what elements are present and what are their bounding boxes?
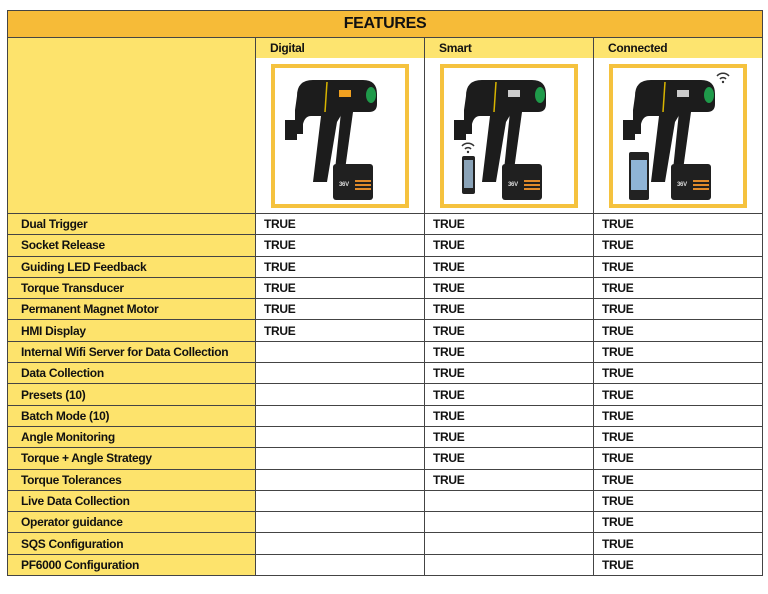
feature-value: TRUE [256, 299, 425, 320]
table-row [8, 256, 763, 277]
features-table [7, 10, 763, 576]
table-row [8, 469, 763, 490]
product-header-smart: Smart [425, 38, 594, 59]
feature-label: Torque Tolerances [8, 469, 256, 490]
feature-value: TRUE [594, 214, 763, 235]
feature-label: Operator guidance [8, 512, 256, 533]
table-row [8, 384, 763, 405]
feature-value [256, 405, 425, 426]
feature-value [256, 341, 425, 362]
feature-value: TRUE [425, 320, 594, 341]
feature-label: HMI Display [8, 320, 256, 341]
feature-value: TRUE [256, 277, 425, 298]
feature-label: SQS Configuration [8, 533, 256, 554]
feature-value: TRUE [425, 341, 594, 362]
table-row [8, 235, 763, 256]
table-title: FEATURES [8, 11, 763, 38]
feature-label: Permanent Magnet Motor [8, 299, 256, 320]
feature-value: TRUE [256, 214, 425, 235]
feature-label: Batch Mode (10) [8, 405, 256, 426]
feature-value: TRUE [256, 256, 425, 277]
feature-value: TRUE [256, 235, 425, 256]
feature-value: TRUE [594, 448, 763, 469]
digital-tool-image [271, 64, 409, 208]
feature-value [256, 363, 425, 384]
feature-label: Presets (10) [8, 384, 256, 405]
smart-tool-with-phone-image [440, 64, 578, 208]
feature-value: TRUE [425, 277, 594, 298]
feature-label: Data Collection [8, 363, 256, 384]
product-header-connected: Connected [594, 38, 763, 59]
feature-value: TRUE [594, 426, 763, 447]
feature-value [256, 554, 425, 575]
table-row [8, 426, 763, 447]
feature-label: Guiding LED Feedback [8, 256, 256, 277]
feature-value: TRUE [594, 512, 763, 533]
feature-value: TRUE [594, 469, 763, 490]
feature-label: Torque + Angle Strategy [8, 448, 256, 469]
feature-value: TRUE [425, 235, 594, 256]
wifi-icon [717, 73, 729, 83]
feature-value [256, 384, 425, 405]
table-row [8, 554, 763, 575]
feature-value: TRUE [425, 214, 594, 235]
feature-value [425, 554, 594, 575]
feature-value: TRUE [594, 533, 763, 554]
feature-value [425, 490, 594, 511]
feature-value: TRUE [594, 384, 763, 405]
feature-value: TRUE [594, 405, 763, 426]
feature-value: TRUE [425, 469, 594, 490]
feature-value [425, 512, 594, 533]
feature-value: TRUE [425, 363, 594, 384]
feature-value: TRUE [425, 426, 594, 447]
feature-value: TRUE [594, 490, 763, 511]
feature-value [256, 490, 425, 511]
feature-value [256, 533, 425, 554]
feature-value: TRUE [594, 341, 763, 362]
table-row [8, 533, 763, 554]
feature-value: TRUE [594, 320, 763, 341]
feature-value: TRUE [594, 256, 763, 277]
svg-text:36V: 36V [677, 181, 687, 188]
feature-value [256, 426, 425, 447]
feature-value: TRUE [594, 235, 763, 256]
svg-text:36V: 36V [339, 181, 349, 188]
feature-label: Torque Transducer [8, 277, 256, 298]
wifi-icon [462, 143, 474, 153]
table-row [8, 214, 763, 235]
connected-tool-with-tablet-image [609, 64, 747, 208]
svg-text:36V: 36V [508, 181, 518, 188]
table-row [8, 341, 763, 362]
feature-value: TRUE [594, 299, 763, 320]
table-row [8, 405, 763, 426]
feature-value [256, 448, 425, 469]
table-row [8, 448, 763, 469]
table-row [8, 363, 763, 384]
feature-value: TRUE [425, 384, 594, 405]
feature-value: TRUE [425, 299, 594, 320]
feature-value [256, 512, 425, 533]
feature-label: Live Data Collection [8, 490, 256, 511]
product-image-cell [256, 58, 425, 214]
feature-value: TRUE [425, 448, 594, 469]
feature-value: TRUE [425, 405, 594, 426]
feature-value [425, 533, 594, 554]
feature-label: Socket Release [8, 235, 256, 256]
feature-label: Internal Wifi Server for Data Collection [8, 341, 256, 362]
empty-header-cell [8, 38, 256, 214]
table-row [8, 277, 763, 298]
feature-label: PF6000 Configuration [8, 554, 256, 575]
feature-value: TRUE [594, 363, 763, 384]
feature-value: TRUE [594, 554, 763, 575]
table-row [8, 512, 763, 533]
table-row [8, 320, 763, 341]
feature-label: Dual Trigger [8, 214, 256, 235]
feature-value: TRUE [594, 277, 763, 298]
feature-value [256, 469, 425, 490]
table-row [8, 299, 763, 320]
product-image-cell [594, 58, 763, 214]
table-row [8, 490, 763, 511]
product-header-digital: Digital [256, 38, 425, 59]
feature-value: TRUE [425, 256, 594, 277]
feature-label: Angle Monitoring [8, 426, 256, 447]
feature-value: TRUE [256, 320, 425, 341]
product-image-cell [425, 58, 594, 214]
